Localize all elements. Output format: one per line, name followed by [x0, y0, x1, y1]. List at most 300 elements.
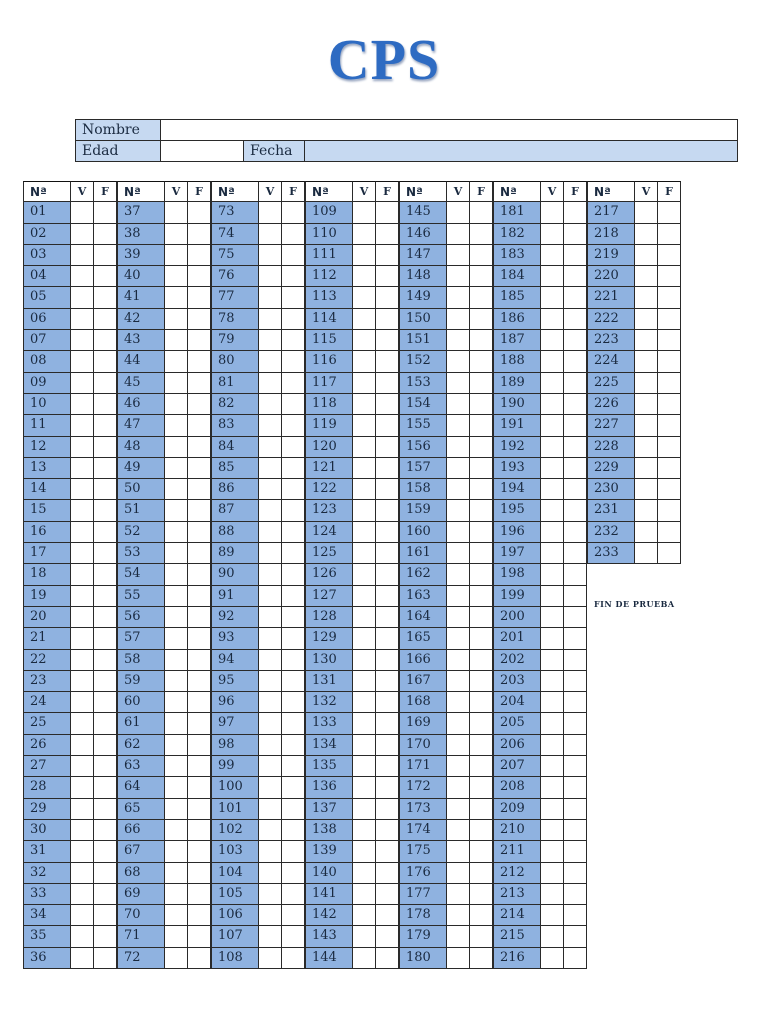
true-answer-box[interactable] [259, 458, 282, 479]
true-answer-box[interactable] [541, 266, 564, 287]
false-answer-box[interactable] [564, 458, 587, 479]
false-answer-box[interactable] [376, 799, 399, 820]
true-answer-box[interactable] [259, 756, 282, 777]
true-answer-box[interactable] [353, 841, 376, 862]
false-answer-box[interactable] [376, 330, 399, 351]
false-answer-box[interactable] [564, 351, 587, 372]
true-answer-box[interactable] [635, 266, 658, 287]
true-answer-box[interactable] [635, 202, 658, 223]
false-answer-box[interactable] [376, 543, 399, 564]
true-answer-box[interactable] [259, 245, 282, 266]
true-answer-box[interactable] [541, 564, 564, 585]
true-answer-box[interactable] [541, 479, 564, 500]
false-answer-box[interactable] [470, 330, 493, 351]
false-answer-box[interactable] [94, 863, 117, 884]
date-field[interactable] [305, 141, 738, 162]
true-answer-box[interactable] [541, 671, 564, 692]
false-answer-box[interactable] [188, 479, 211, 500]
false-answer-box[interactable] [188, 522, 211, 543]
true-answer-box[interactable] [259, 948, 282, 969]
true-answer-box[interactable] [259, 394, 282, 415]
false-answer-box[interactable] [564, 266, 587, 287]
false-answer-box[interactable] [564, 500, 587, 521]
false-answer-box[interactable] [188, 628, 211, 649]
false-answer-box[interactable] [94, 330, 117, 351]
false-answer-box[interactable] [94, 394, 117, 415]
false-answer-box[interactable] [470, 884, 493, 905]
true-answer-box[interactable] [165, 330, 188, 351]
true-answer-box[interactable] [259, 266, 282, 287]
true-answer-box[interactable] [165, 287, 188, 308]
false-answer-box[interactable] [564, 650, 587, 671]
false-answer-box[interactable] [188, 287, 211, 308]
false-answer-box[interactable] [188, 543, 211, 564]
false-answer-box[interactable] [282, 351, 305, 372]
false-answer-box[interactable] [188, 905, 211, 926]
true-answer-box[interactable] [541, 437, 564, 458]
false-answer-box[interactable] [376, 841, 399, 862]
true-answer-box[interactable] [71, 394, 94, 415]
false-answer-box[interactable] [188, 586, 211, 607]
true-answer-box[interactable] [259, 884, 282, 905]
true-answer-box[interactable] [447, 863, 470, 884]
true-answer-box[interactable] [635, 437, 658, 458]
true-answer-box[interactable] [165, 479, 188, 500]
false-answer-box[interactable] [188, 820, 211, 841]
true-answer-box[interactable] [353, 586, 376, 607]
true-answer-box[interactable] [71, 373, 94, 394]
true-answer-box[interactable] [71, 777, 94, 798]
true-answer-box[interactable] [71, 905, 94, 926]
false-answer-box[interactable] [188, 735, 211, 756]
true-answer-box[interactable] [165, 202, 188, 223]
false-answer-box[interactable] [282, 458, 305, 479]
true-answer-box[interactable] [353, 777, 376, 798]
true-answer-box[interactable] [541, 884, 564, 905]
true-answer-box[interactable] [259, 671, 282, 692]
false-answer-box[interactable] [282, 948, 305, 969]
false-answer-box[interactable] [658, 287, 681, 308]
false-answer-box[interactable] [564, 926, 587, 947]
false-answer-box[interactable] [470, 926, 493, 947]
false-answer-box[interactable] [658, 224, 681, 245]
false-answer-box[interactable] [282, 820, 305, 841]
true-answer-box[interactable] [447, 330, 470, 351]
false-answer-box[interactable] [94, 628, 117, 649]
true-answer-box[interactable] [71, 650, 94, 671]
false-answer-box[interactable] [658, 479, 681, 500]
false-answer-box[interactable] [188, 841, 211, 862]
true-answer-box[interactable] [71, 692, 94, 713]
false-answer-box[interactable] [564, 884, 587, 905]
true-answer-box[interactable] [353, 351, 376, 372]
false-answer-box[interactable] [282, 586, 305, 607]
true-answer-box[interactable] [635, 479, 658, 500]
true-answer-box[interactable] [353, 479, 376, 500]
true-answer-box[interactable] [71, 628, 94, 649]
true-answer-box[interactable] [165, 500, 188, 521]
false-answer-box[interactable] [658, 437, 681, 458]
true-answer-box[interactable] [71, 309, 94, 330]
false-answer-box[interactable] [282, 224, 305, 245]
true-answer-box[interactable] [165, 905, 188, 926]
true-answer-box[interactable] [353, 202, 376, 223]
false-answer-box[interactable] [94, 650, 117, 671]
true-answer-box[interactable] [447, 224, 470, 245]
true-answer-box[interactable] [353, 394, 376, 415]
false-answer-box[interactable] [564, 756, 587, 777]
true-answer-box[interactable] [447, 373, 470, 394]
false-answer-box[interactable] [376, 309, 399, 330]
false-answer-box[interactable] [564, 735, 587, 756]
true-answer-box[interactable] [259, 926, 282, 947]
false-answer-box[interactable] [94, 820, 117, 841]
false-answer-box[interactable] [470, 415, 493, 436]
false-answer-box[interactable] [94, 692, 117, 713]
true-answer-box[interactable] [447, 777, 470, 798]
false-answer-box[interactable] [282, 884, 305, 905]
true-answer-box[interactable] [635, 351, 658, 372]
false-answer-box[interactable] [282, 266, 305, 287]
true-answer-box[interactable] [541, 628, 564, 649]
true-answer-box[interactable] [71, 884, 94, 905]
true-answer-box[interactable] [71, 266, 94, 287]
true-answer-box[interactable] [447, 628, 470, 649]
false-answer-box[interactable] [564, 948, 587, 969]
true-answer-box[interactable] [165, 926, 188, 947]
false-answer-box[interactable] [564, 202, 587, 223]
false-answer-box[interactable] [188, 330, 211, 351]
false-answer-box[interactable] [470, 735, 493, 756]
true-answer-box[interactable] [71, 586, 94, 607]
true-answer-box[interactable] [353, 628, 376, 649]
true-answer-box[interactable] [447, 309, 470, 330]
true-answer-box[interactable] [447, 394, 470, 415]
false-answer-box[interactable] [94, 735, 117, 756]
true-answer-box[interactable] [165, 756, 188, 777]
true-answer-box[interactable] [353, 926, 376, 947]
false-answer-box[interactable] [470, 863, 493, 884]
false-answer-box[interactable] [470, 479, 493, 500]
true-answer-box[interactable] [447, 841, 470, 862]
true-answer-box[interactable] [447, 905, 470, 926]
true-answer-box[interactable] [165, 692, 188, 713]
true-answer-box[interactable] [447, 564, 470, 585]
false-answer-box[interactable] [376, 607, 399, 628]
false-answer-box[interactable] [94, 224, 117, 245]
true-answer-box[interactable] [353, 309, 376, 330]
false-answer-box[interactable] [470, 607, 493, 628]
false-answer-box[interactable] [188, 713, 211, 734]
true-answer-box[interactable] [635, 415, 658, 436]
false-answer-box[interactable] [376, 415, 399, 436]
false-answer-box[interactable] [282, 926, 305, 947]
false-answer-box[interactable] [282, 905, 305, 926]
true-answer-box[interactable] [165, 309, 188, 330]
false-answer-box[interactable] [188, 756, 211, 777]
false-answer-box[interactable] [376, 713, 399, 734]
false-answer-box[interactable] [376, 394, 399, 415]
false-answer-box[interactable] [658, 309, 681, 330]
false-answer-box[interactable] [282, 713, 305, 734]
false-answer-box[interactable] [282, 799, 305, 820]
false-answer-box[interactable] [282, 415, 305, 436]
false-answer-box[interactable] [658, 415, 681, 436]
false-answer-box[interactable] [188, 948, 211, 969]
true-answer-box[interactable] [165, 671, 188, 692]
true-answer-box[interactable] [165, 799, 188, 820]
true-answer-box[interactable] [165, 245, 188, 266]
true-answer-box[interactable] [71, 224, 94, 245]
false-answer-box[interactable] [376, 905, 399, 926]
false-answer-box[interactable] [94, 586, 117, 607]
false-answer-box[interactable] [564, 586, 587, 607]
true-answer-box[interactable] [447, 671, 470, 692]
false-answer-box[interactable] [94, 671, 117, 692]
true-answer-box[interactable] [259, 863, 282, 884]
false-answer-box[interactable] [564, 820, 587, 841]
false-answer-box[interactable] [94, 607, 117, 628]
false-answer-box[interactable] [94, 415, 117, 436]
true-answer-box[interactable] [165, 884, 188, 905]
true-answer-box[interactable] [71, 671, 94, 692]
true-answer-box[interactable] [447, 522, 470, 543]
false-answer-box[interactable] [658, 543, 681, 564]
false-answer-box[interactable] [188, 245, 211, 266]
true-answer-box[interactable] [165, 224, 188, 245]
true-answer-box[interactable] [259, 777, 282, 798]
true-answer-box[interactable] [165, 820, 188, 841]
true-answer-box[interactable] [71, 287, 94, 308]
true-answer-box[interactable] [259, 224, 282, 245]
false-answer-box[interactable] [564, 543, 587, 564]
true-answer-box[interactable] [259, 713, 282, 734]
true-answer-box[interactable] [541, 735, 564, 756]
false-answer-box[interactable] [282, 863, 305, 884]
false-answer-box[interactable] [470, 713, 493, 734]
false-answer-box[interactable] [564, 607, 587, 628]
true-answer-box[interactable] [635, 543, 658, 564]
false-answer-box[interactable] [564, 522, 587, 543]
false-answer-box[interactable] [94, 841, 117, 862]
true-answer-box[interactable] [165, 607, 188, 628]
true-answer-box[interactable] [447, 713, 470, 734]
true-answer-box[interactable] [353, 287, 376, 308]
true-answer-box[interactable] [353, 820, 376, 841]
false-answer-box[interactable] [282, 564, 305, 585]
false-answer-box[interactable] [376, 650, 399, 671]
true-answer-box[interactable] [541, 692, 564, 713]
false-answer-box[interactable] [188, 607, 211, 628]
false-answer-box[interactable] [94, 202, 117, 223]
true-answer-box[interactable] [541, 330, 564, 351]
false-answer-box[interactable] [376, 948, 399, 969]
false-answer-box[interactable] [282, 692, 305, 713]
false-answer-box[interactable] [94, 777, 117, 798]
true-answer-box[interactable] [635, 373, 658, 394]
true-answer-box[interactable] [541, 650, 564, 671]
false-answer-box[interactable] [188, 671, 211, 692]
true-answer-box[interactable] [541, 841, 564, 862]
false-answer-box[interactable] [564, 373, 587, 394]
true-answer-box[interactable] [259, 309, 282, 330]
false-answer-box[interactable] [188, 373, 211, 394]
false-answer-box[interactable] [470, 905, 493, 926]
false-answer-box[interactable] [282, 202, 305, 223]
true-answer-box[interactable] [165, 735, 188, 756]
true-answer-box[interactable] [259, 820, 282, 841]
false-answer-box[interactable] [658, 351, 681, 372]
false-answer-box[interactable] [470, 777, 493, 798]
false-answer-box[interactable] [658, 394, 681, 415]
false-answer-box[interactable] [376, 756, 399, 777]
true-answer-box[interactable] [353, 756, 376, 777]
true-answer-box[interactable] [165, 586, 188, 607]
false-answer-box[interactable] [564, 799, 587, 820]
false-answer-box[interactable] [376, 479, 399, 500]
false-answer-box[interactable] [282, 628, 305, 649]
false-answer-box[interactable] [376, 671, 399, 692]
false-answer-box[interactable] [470, 671, 493, 692]
true-answer-box[interactable] [635, 500, 658, 521]
true-answer-box[interactable] [635, 245, 658, 266]
true-answer-box[interactable] [259, 437, 282, 458]
false-answer-box[interactable] [564, 287, 587, 308]
true-answer-box[interactable] [447, 500, 470, 521]
false-answer-box[interactable] [282, 756, 305, 777]
true-answer-box[interactable] [353, 948, 376, 969]
false-answer-box[interactable] [94, 287, 117, 308]
false-answer-box[interactable] [282, 671, 305, 692]
false-answer-box[interactable] [188, 309, 211, 330]
false-answer-box[interactable] [470, 756, 493, 777]
true-answer-box[interactable] [353, 245, 376, 266]
true-answer-box[interactable] [541, 820, 564, 841]
false-answer-box[interactable] [94, 564, 117, 585]
true-answer-box[interactable] [259, 841, 282, 862]
false-answer-box[interactable] [564, 415, 587, 436]
false-answer-box[interactable] [658, 266, 681, 287]
false-answer-box[interactable] [658, 522, 681, 543]
false-answer-box[interactable] [94, 309, 117, 330]
false-answer-box[interactable] [470, 500, 493, 521]
false-answer-box[interactable] [470, 799, 493, 820]
false-answer-box[interactable] [282, 735, 305, 756]
false-answer-box[interactable] [470, 202, 493, 223]
true-answer-box[interactable] [541, 373, 564, 394]
false-answer-box[interactable] [188, 224, 211, 245]
true-answer-box[interactable] [447, 543, 470, 564]
false-answer-box[interactable] [376, 863, 399, 884]
false-answer-box[interactable] [282, 650, 305, 671]
false-answer-box[interactable] [658, 373, 681, 394]
true-answer-box[interactable] [71, 437, 94, 458]
true-answer-box[interactable] [165, 522, 188, 543]
true-answer-box[interactable] [259, 543, 282, 564]
true-answer-box[interactable] [353, 224, 376, 245]
false-answer-box[interactable] [282, 543, 305, 564]
true-answer-box[interactable] [353, 713, 376, 734]
true-answer-box[interactable] [541, 799, 564, 820]
false-answer-box[interactable] [94, 351, 117, 372]
true-answer-box[interactable] [447, 245, 470, 266]
true-answer-box[interactable] [259, 692, 282, 713]
false-answer-box[interactable] [94, 245, 117, 266]
false-answer-box[interactable] [564, 671, 587, 692]
false-answer-box[interactable] [658, 330, 681, 351]
false-answer-box[interactable] [564, 437, 587, 458]
false-answer-box[interactable] [94, 522, 117, 543]
true-answer-box[interactable] [71, 543, 94, 564]
true-answer-box[interactable] [71, 820, 94, 841]
false-answer-box[interactable] [188, 564, 211, 585]
true-answer-box[interactable] [353, 373, 376, 394]
true-answer-box[interactable] [71, 756, 94, 777]
true-answer-box[interactable] [541, 245, 564, 266]
false-answer-box[interactable] [188, 458, 211, 479]
false-answer-box[interactable] [470, 564, 493, 585]
true-answer-box[interactable] [353, 564, 376, 585]
false-answer-box[interactable] [188, 351, 211, 372]
false-answer-box[interactable] [94, 884, 117, 905]
false-answer-box[interactable] [94, 799, 117, 820]
false-answer-box[interactable] [94, 266, 117, 287]
false-answer-box[interactable] [470, 437, 493, 458]
true-answer-box[interactable] [353, 692, 376, 713]
true-answer-box[interactable] [447, 437, 470, 458]
true-answer-box[interactable] [259, 500, 282, 521]
false-answer-box[interactable] [470, 841, 493, 862]
true-answer-box[interactable] [541, 394, 564, 415]
false-answer-box[interactable] [188, 863, 211, 884]
true-answer-box[interactable] [541, 586, 564, 607]
true-answer-box[interactable] [635, 394, 658, 415]
false-answer-box[interactable] [658, 458, 681, 479]
false-answer-box[interactable] [376, 437, 399, 458]
true-answer-box[interactable] [165, 650, 188, 671]
true-answer-box[interactable] [447, 692, 470, 713]
true-answer-box[interactable] [165, 458, 188, 479]
true-answer-box[interactable] [353, 543, 376, 564]
true-answer-box[interactable] [541, 351, 564, 372]
true-answer-box[interactable] [447, 756, 470, 777]
false-answer-box[interactable] [376, 500, 399, 521]
true-answer-box[interactable] [165, 415, 188, 436]
false-answer-box[interactable] [376, 351, 399, 372]
true-answer-box[interactable] [353, 905, 376, 926]
true-answer-box[interactable] [353, 500, 376, 521]
false-answer-box[interactable] [94, 437, 117, 458]
false-answer-box[interactable] [564, 309, 587, 330]
false-answer-box[interactable] [470, 628, 493, 649]
false-answer-box[interactable] [188, 777, 211, 798]
true-answer-box[interactable] [353, 330, 376, 351]
true-answer-box[interactable] [71, 351, 94, 372]
true-answer-box[interactable] [259, 202, 282, 223]
true-answer-box[interactable] [541, 777, 564, 798]
true-answer-box[interactable] [71, 799, 94, 820]
false-answer-box[interactable] [188, 500, 211, 521]
false-answer-box[interactable] [470, 522, 493, 543]
false-answer-box[interactable] [564, 841, 587, 862]
false-answer-box[interactable] [94, 458, 117, 479]
false-answer-box[interactable] [470, 948, 493, 969]
false-answer-box[interactable] [376, 458, 399, 479]
true-answer-box[interactable] [447, 607, 470, 628]
false-answer-box[interactable] [564, 394, 587, 415]
false-answer-box[interactable] [282, 500, 305, 521]
true-answer-box[interactable] [447, 351, 470, 372]
